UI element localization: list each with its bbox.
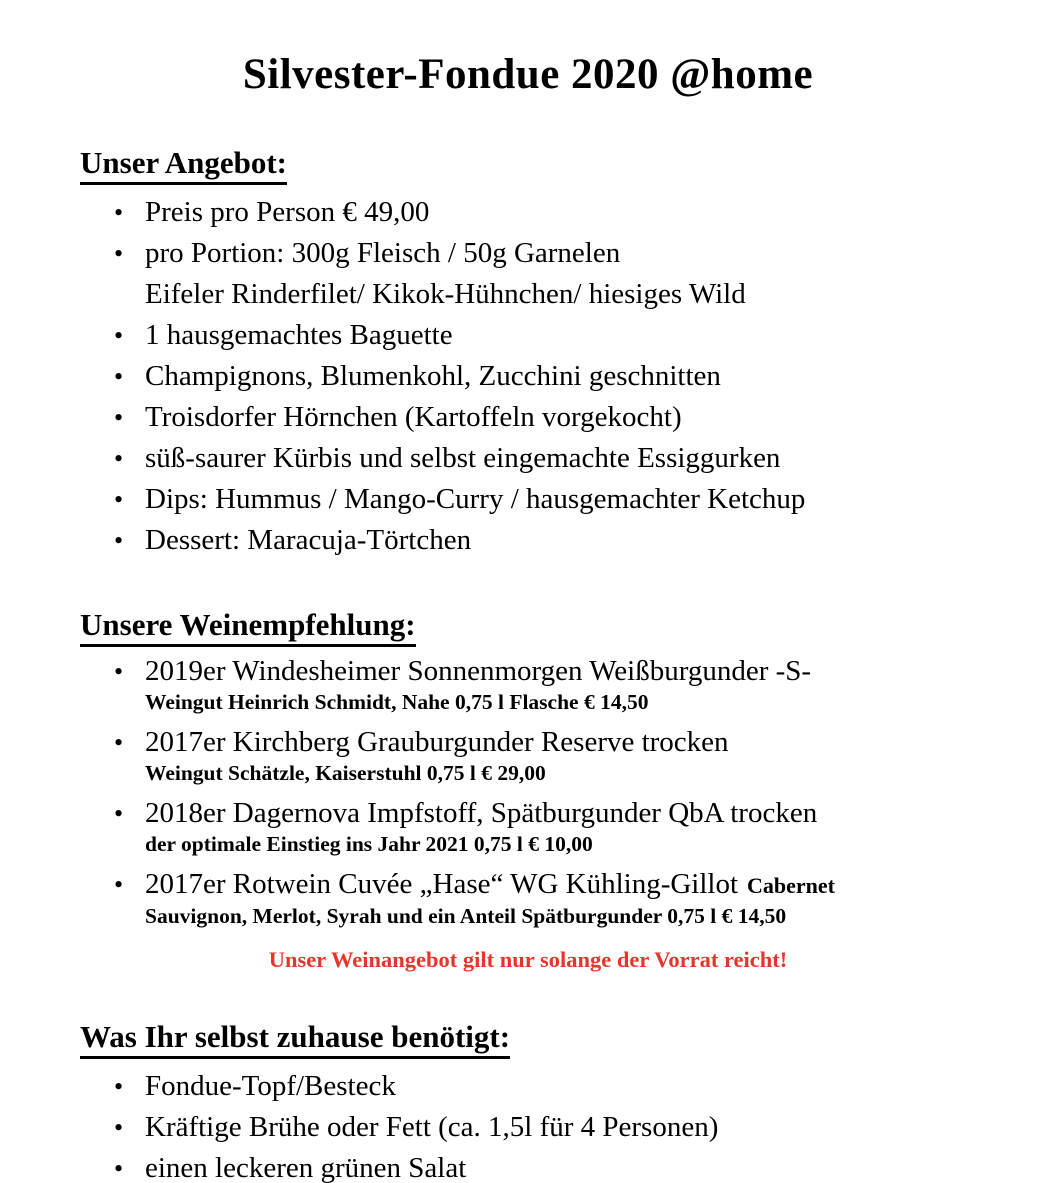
list-item-text bbox=[145, 233, 1056, 315]
bullet-icon: • bbox=[114, 526, 124, 555]
wine-name-row bbox=[0, 725, 1056, 760]
list-item bbox=[0, 479, 1056, 520]
bullet-icon: • bbox=[114, 657, 124, 686]
list-item bbox=[0, 438, 1056, 479]
section-angebot bbox=[0, 145, 1056, 561]
bullet-icon: • bbox=[114, 485, 124, 514]
list-item-text: Champignons, Blumenkohl, Zucchini geschnitten bbox=[145, 360, 721, 392]
list-item bbox=[0, 520, 1056, 561]
wine-item bbox=[0, 654, 1056, 716]
wine-detail: Weingut Schätzle, Kaiserstuhl 0,75 l € 29,00 bbox=[145, 761, 546, 785]
bullet-icon: • bbox=[114, 799, 124, 828]
list-item bbox=[0, 1148, 1056, 1183]
section-weinempfehlung-heading-text: Unsere Weinempfehlung: bbox=[80, 607, 416, 647]
list-item-text: 1 hausgemachtes Baguette bbox=[145, 319, 453, 351]
wine-detail: Sauvignon, Merlot, Syrah und ein Anteil Spätburgunder 0,75 l € 14,50 bbox=[145, 904, 787, 928]
list-item bbox=[0, 397, 1056, 438]
bullet-icon: • bbox=[114, 198, 124, 227]
section-benoetigt-heading bbox=[80, 1019, 1056, 1059]
list-item bbox=[0, 1066, 1056, 1107]
bullet-icon: • bbox=[114, 1113, 124, 1142]
page-title: Silvester-Fondue 2020 @home bbox=[242, 51, 814, 98]
list-item-text: Kräftige Brühe oder Fett (ca. 1,5l für 4 Personen) bbox=[145, 1111, 719, 1143]
list-item-text: Dips: Hummus / Mango-Curry / hausgemachter Ketchup bbox=[145, 483, 806, 515]
wine-name-row bbox=[0, 654, 1056, 689]
list-item bbox=[0, 356, 1056, 397]
list-item bbox=[0, 315, 1056, 356]
section-weinempfehlung-heading bbox=[80, 607, 1056, 647]
wine-name-row bbox=[0, 796, 1056, 831]
bullet-icon: • bbox=[114, 1072, 124, 1101]
wine-name: 2017er Rotwein Cuvée „Hase“ WG Kühling-Gillot bbox=[145, 868, 739, 900]
section-angebot-heading-text: Unser Angebot: bbox=[80, 145, 287, 185]
section-benoetigt-heading-text: Was Ihr selbst zuhause benötigt: bbox=[80, 1019, 510, 1059]
wine-item bbox=[0, 796, 1056, 858]
list-item bbox=[0, 1107, 1056, 1148]
bullet-icon: • bbox=[114, 239, 124, 268]
list-item-text: Troisdorfer Hörnchen (Kartoffeln vorgekocht) bbox=[145, 401, 682, 433]
list-item bbox=[0, 233, 1056, 315]
section-benoetigt bbox=[0, 1019, 1056, 1183]
wine-name-row bbox=[0, 867, 1056, 903]
bullet-icon: • bbox=[114, 444, 124, 473]
list-item-line2: Eifeler Rinderfilet/ Kikok-Hühnchen/ hiesiges Wild bbox=[145, 278, 746, 310]
bullet-icon: • bbox=[114, 728, 124, 757]
wine-detail: der optimale Einstieg ins Jahr 2021 0,75 l € 10,00 bbox=[145, 832, 593, 856]
wine-name: 2019er Windesheimer Sonnenmorgen Weißburgunder -S- bbox=[145, 655, 812, 687]
list-item-text: Preis pro Person € 49,00 bbox=[145, 196, 430, 228]
benoetigt-list bbox=[0, 1066, 1056, 1183]
wine-list bbox=[0, 654, 1056, 930]
bullet-icon: • bbox=[114, 321, 124, 350]
bullet-icon: • bbox=[114, 870, 124, 899]
angebot-list bbox=[0, 192, 1056, 561]
list-item-text: einen leckeren grünen Salat bbox=[145, 1152, 467, 1183]
bullet-icon: • bbox=[114, 403, 124, 432]
wine-availability-note: Unser Weinangebot gilt nur solange der Vorrat reicht! bbox=[268, 947, 788, 972]
list-item-line1: pro Portion: 300g Fleisch / 50g Garnelen bbox=[145, 237, 621, 269]
list-item-text: Fondue-Topf/Besteck bbox=[145, 1070, 396, 1102]
wine-name-suffix: Cabernet bbox=[747, 873, 836, 898]
section-weinempfehlung bbox=[0, 607, 1056, 973]
bullet-icon: • bbox=[114, 362, 124, 391]
wine-item bbox=[0, 867, 1056, 930]
wine-item bbox=[0, 725, 1056, 787]
list-item-text: Dessert: Maracuja-Törtchen bbox=[145, 524, 472, 556]
list-item-text: süß-saurer Kürbis und selbst eingemachte Essiggurken bbox=[145, 442, 781, 474]
wine-name: 2017er Kirchberg Grauburgunder Reserve trocken bbox=[145, 726, 729, 758]
list-item bbox=[0, 192, 1056, 233]
wine-name: 2018er Dagernova Impfstoff, Spätburgunder QbA trocken bbox=[145, 797, 818, 829]
wine-detail: Weingut Heinrich Schmidt, Nahe 0,75 l Flasche € 14,50 bbox=[145, 690, 649, 714]
bullet-icon: • bbox=[114, 1154, 124, 1183]
section-angebot-heading bbox=[80, 145, 1056, 185]
